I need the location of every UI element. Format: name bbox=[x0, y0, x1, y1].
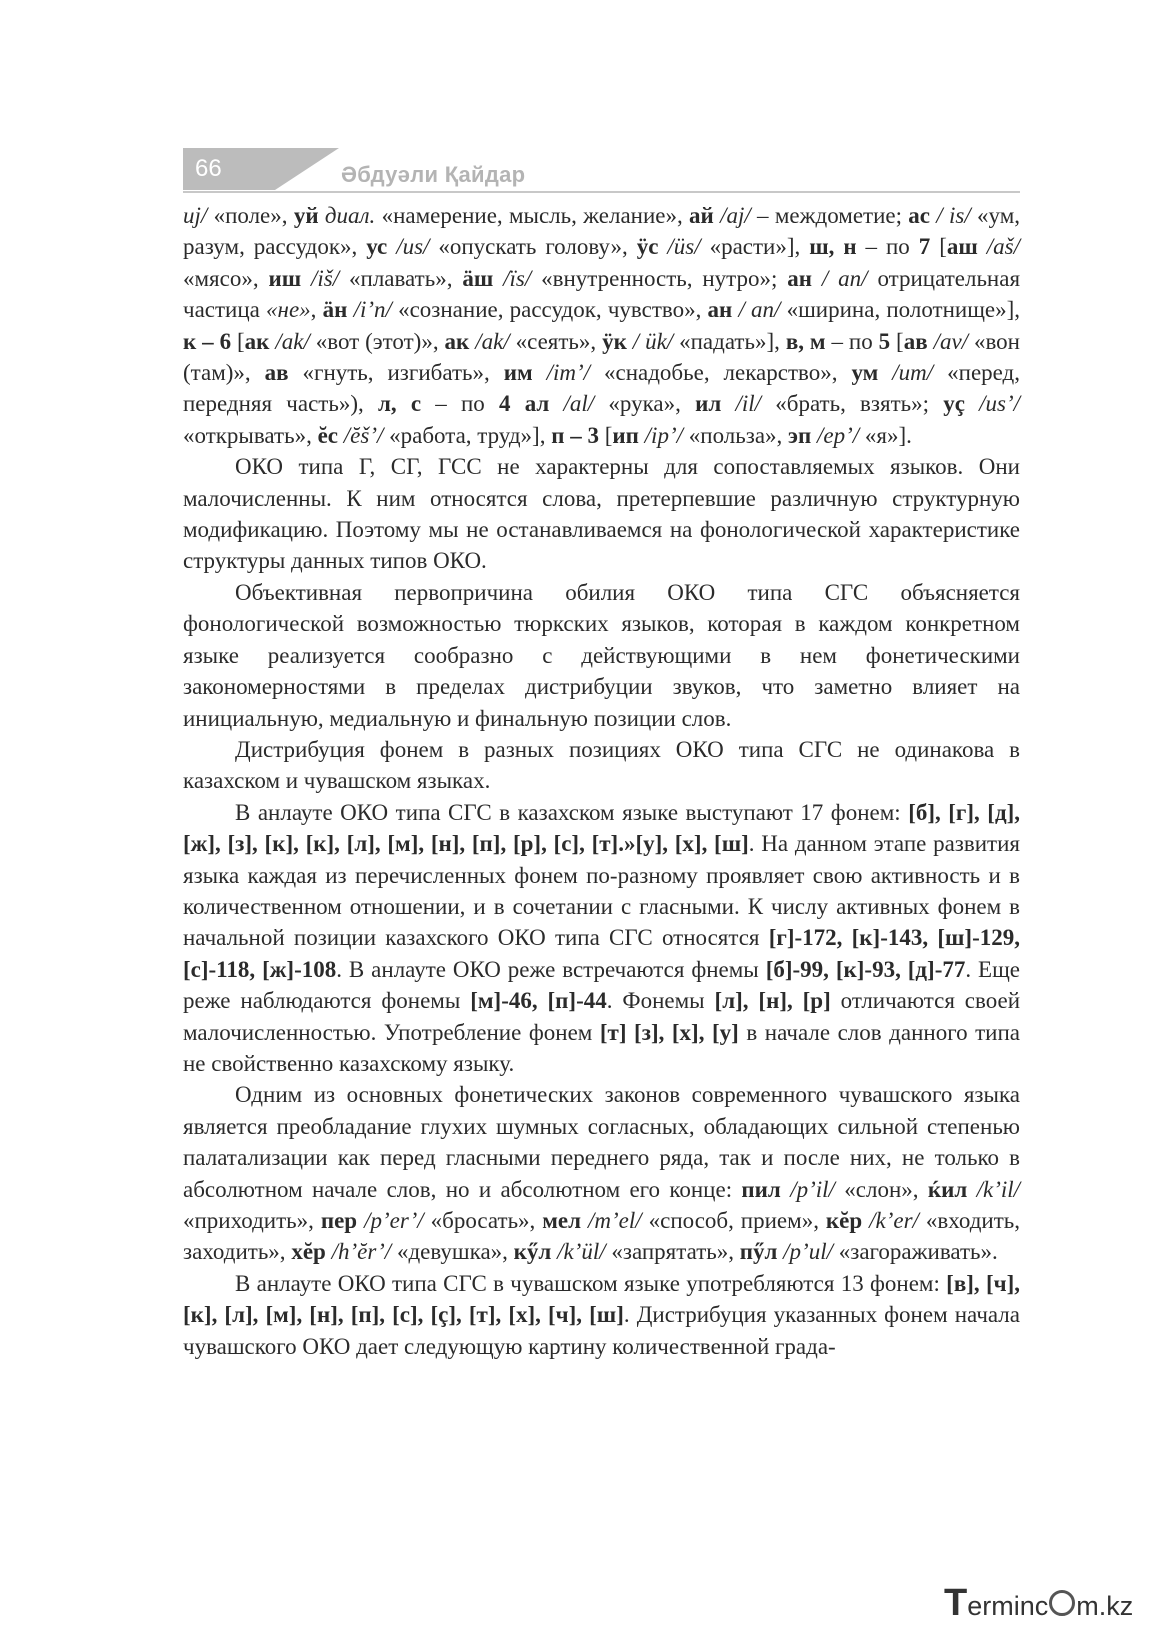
body-paragraph: В анлауте ОКО типа СГС в чувашском языке употребляются 13 фонем: [в], [ч], [к], [л], [м], [н], [п], [с], [ç], [т], [х], [ч], [ш]. Дистрибуция указанных фонем начала чувашского ОКО дает следующую картину количественной града- bbox=[183, 1270, 1020, 1359]
site-watermark-logo: Terminc m.kz bbox=[944, 1582, 1134, 1624]
body-paragraph: В анлауте ОКО типа СГС в казахском языке выступают 17 фонем: [б], [г], [д], [ж], [з], [к], [к], [л], [м], [н], [п], [р], [с], [т].»[у], [х], [ш]. На данном этапе развития языка каждая из перечисленных фонем по-разному проявляет свою активность и в количественном отношении, и в сочетании с гласными. К числу активных фонем в начальной позиции казахского ОКО типа СГС относятся [г]-172, [к]-143, [ш]-129, [с]-118, [ж]-108. В анлауте ОКО реже встречаются фнемы [б]-99, [к]-93, [д]-77. Еще реже наблюдаются фонемы [м]-46, [п]-44. Фонемы [л], [н], [р] отличаются своей малочисленностью. Употребление фонем [т] [з], [х], [у] в начале слов данного типа не свойственно казахскому языку. bbox=[183, 799, 1021, 1076]
running-header bbox=[183, 148, 1020, 196]
header-rule bbox=[183, 191, 1020, 193]
header-author: Әбдуәли Қайдар bbox=[341, 162, 526, 187]
page-body bbox=[183, 200, 1020, 1362]
body-paragraph: Дистрибуция фонем в разных позициях ОКО типа СГС не одинакова в казахском и чувашском языках. bbox=[183, 736, 1020, 794]
body-paragraph: uj/ «поле», уй диал. «намерение, мысль, желание», ай /aj/ – междометие; ас / is/ «ум, разум, рассудок», ус /us/ «опускать голову», ӱс /üs/ «расти»], ш, н – по 7 [аш /aš/ «мясо», иш /iš/ «плавать», ӓш /ïs/ «внутренность, нутро»; ан / an/ отрицательная частица «не», ӓн /i’n/ «сознание, рассудок, чувство», ан / an/ «ширина, полотнище»], к – 6 [ак /ak/ «вот (этот)», ак /ak/ «сеять», ӱк / ük/ «падать»], в, м – по 5 [ав /av/ «вон (там)», ав «гнуть, изгибать», им /im’/ «снадобье, лекарство», ум /um/ «перед, передняя часть»), л, с – по 4 ал /al/ «рука», ил /il/ «брать, взять»; уç /us’/ «открывать», ĕс /ĕš’/ «работа, труд»], п – 3 [ип /ip’/ «польза», эп /ep’/ «я»]. bbox=[183, 203, 1021, 448]
body-paragraph: ОКО типа Г, СГ, ГСС не характерны для сопоставляемых языков. Они малочисленны. К ним относятся слова, претерпевшие различную структурную модификацию. Поэтому мы не останавливаемся на фонологической характеристике структуры данных типов ОКО. bbox=[183, 454, 1020, 574]
watermark-o-ring-icon bbox=[1049, 1590, 1075, 1616]
body-paragraph: Одним из основных фонетических законов современного чувашского языка является преобладание глухих шумных согласных, обладающих сильной степенью палатализации как перед гласными переднего ряда, так и после них, не только в абсолютном начале слов, но и абсолютном его конце: пил /p’il/ «слон», ќил /k’il/ «приходить», пер /p’er’/ «бросать», мел /m’el/ «способ, прием», кĕр /k’er/ «входить, заходить», хĕр /h’ĕr’/ «девушка», кӳл /k’ül/ «запрятать», пӳл /p’ul/ «загораживать». bbox=[183, 1082, 1021, 1265]
body-paragraph: Объективная первопричина обилия ОКО типа СГС объясняется фонологической возможностью тюркских языков, которая в каждом конкретном языке реализуется сообразно с действующими в нем фонетическими закономерностями в пределах дистрибуции звуков, что заметно влияет на инициальную, медиальную и финальную позиции слов. bbox=[183, 579, 1020, 731]
page-number: 66 bbox=[183, 148, 275, 190]
header-tab-wedge bbox=[275, 148, 339, 190]
